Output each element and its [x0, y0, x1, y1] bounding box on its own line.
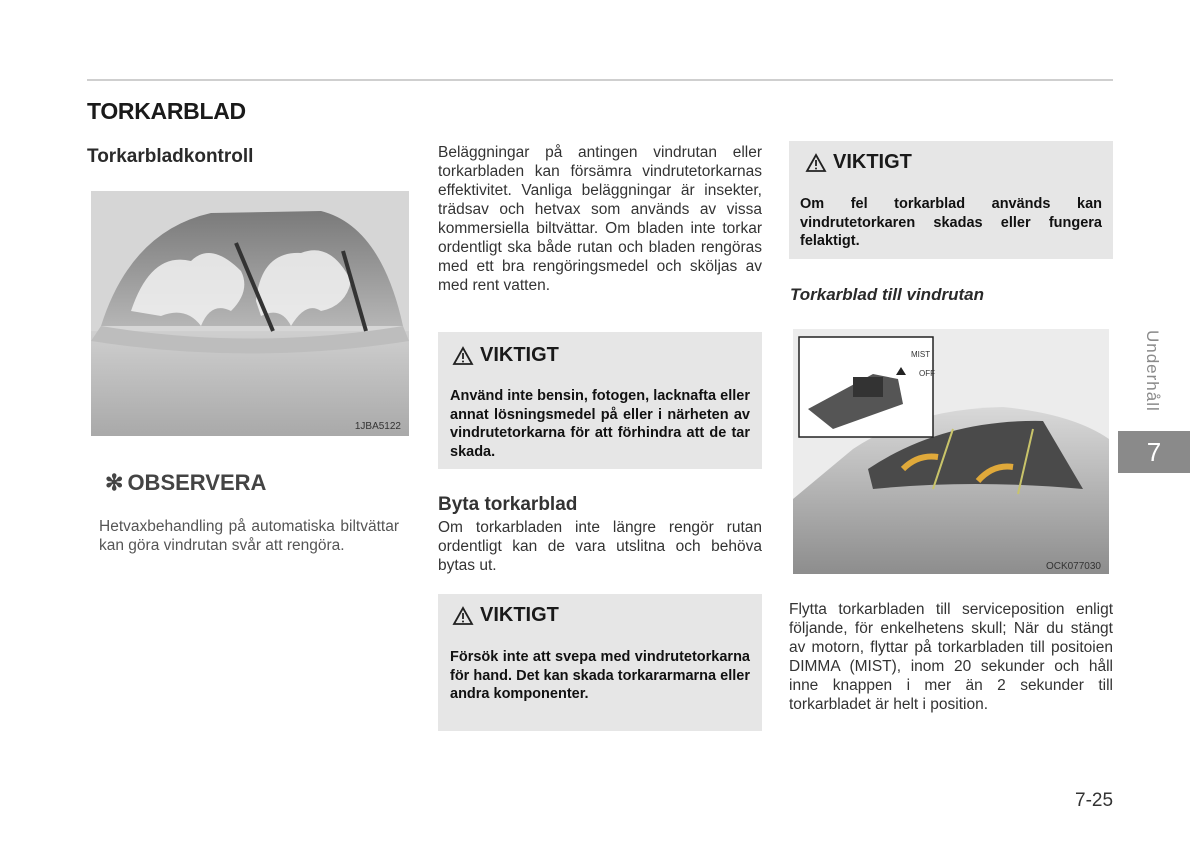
service-position-figure [793, 329, 1109, 574]
warning-label: VIKTIGT [833, 151, 912, 173]
warning-label: VIKTIGT [480, 604, 559, 626]
car-wiper-illustration [793, 329, 1109, 574]
warning-icon [805, 153, 827, 173]
warning-box-2 [438, 594, 762, 731]
heading-replace-blades: Byta torkarblad [438, 494, 578, 515]
observera-text: Hetvaxbehandling på automatiska biltvättar kan göra vindrutan svår att rengöra. [99, 518, 399, 554]
top-rule [87, 79, 1113, 81]
windshield-illustration [91, 191, 409, 436]
warning-text-3: Om fel torkarblad används kan vindrutetorkaren skadas eller fungera felaktigt. [800, 196, 1102, 249]
service-position-paragraph: Flytta torkarbladen till serviceposition enligt följande, för enkelhetens skull; När du stängt av motorn, flyttar på torkarbladen till positoien DIMMA (MIST), inom 20 sekunder och håll inne knappen i mer än 2 sekunder till torkarbladet är helt i position. [789, 601, 1113, 713]
replace-paragraph: Om torkarbladen inte längre rengör rutan ordentligt kan de vara utslitna och behöva bytas ut. [438, 519, 762, 574]
page-number: 7-25 [1075, 790, 1114, 811]
heading-blades-to-windshield: Torkarblad till vindrutan [790, 285, 984, 304]
chapter-tab: 7 [1118, 431, 1190, 473]
asterisk-icon: ✻ [105, 470, 124, 495]
observera-title: OBSERVERA [127, 470, 267, 495]
warning-title-2 [452, 604, 559, 627]
heading-wiper-control: Torkarbladkontroll [87, 146, 254, 167]
warning-title-1 [452, 344, 559, 367]
warning-icon [452, 346, 474, 366]
warning-box-3 [789, 141, 1113, 259]
windshield-wiper-figure [91, 191, 409, 436]
intro-paragraph: Beläggningar på antingen vindrutan eller torkarbladen kan försämra vindrutetorkarnas effektivitet. Vanliga beläggningar är insekter, trädsav och hetvax som används av vissa kommersiella biltvättar. Om bladen inte torkar ordentligt ska både rutan och bladen rengöras med ett bra rengöringsmedel och sköljas av med rent vatten. [438, 144, 762, 294]
off-label: OFF [919, 369, 935, 378]
warning-icon [452, 606, 474, 626]
chapter-label: Underhåll [1143, 330, 1162, 412]
mist-label: MIST [911, 350, 931, 359]
section-title: TORKARBLAD [87, 98, 246, 124]
warning-text-2: Försök inte att svepa med vindrutetorkarna för hand. Det kan skada torkararmarna eller andra komponenter. [450, 649, 750, 702]
figure-caption: OCK077030 [1045, 561, 1101, 572]
observera-heading [105, 470, 266, 496]
warning-text-1: Använd inte bensin, fotogen, lacknafta eller annat lösningsmedel på eller i närheten av vindrutetorkarna för att förhindra att de tar skada. [450, 388, 750, 460]
warning-label: VIKTIGT [480, 344, 559, 366]
warning-box-1 [438, 332, 762, 469]
warning-title-3 [805, 151, 912, 174]
figure-caption: 1JBA5122 [354, 421, 401, 432]
